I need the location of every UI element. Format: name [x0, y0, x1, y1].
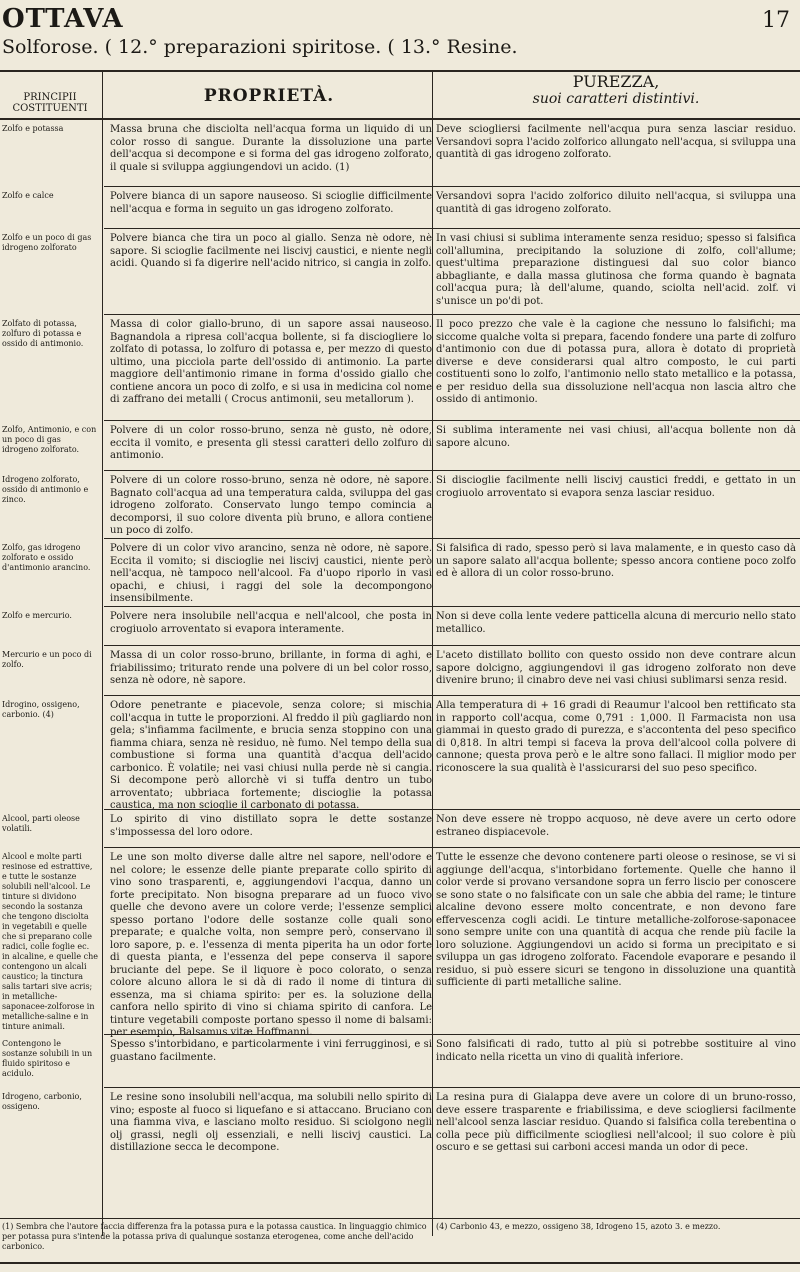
row-rule [104, 809, 432, 810]
row-properties: Polvere di un color vivo arancino, senza nè odore, nè sapore. Eccita il vomito; si discioglie nei liscivj caustici, niente però nell'acqua, nè tampoco nell'alcool. Fa d'uopo riporlo in vasi opachi, e chiusi, i raggi del sole la decompongono insensibilmente. [110, 543, 432, 604]
row-constituents: Idrogino, ossigeno, carbonio. (4) [2, 700, 80, 719]
row-constituents: Zolfato di potassa, zolfuro di potassa e ossido di antimonio. [2, 319, 84, 348]
table-row [0, 233, 800, 309]
row-purity: Il poco prezzo che vale è la cagione che nessuno lo falsifichi; ma siccome qualche volta si prepara, facendo fondere una parte di zolfuro d'antimonio con due di potassa pura, allora è dotato di proprietà diverse e deve considerarsi qual altro composto, le cui parti costituenti sono lo zolfo, l'antimonio nello stato metallico e la potassa, e per residuo della sua dissoluzione nell'acqua non lascia altro che ossido di antimonio. [436, 319, 796, 405]
row-rule [432, 1034, 800, 1035]
row-constituents: Mercurio e un poco di zolfo. [2, 650, 92, 669]
row-properties: Massa di un color rosso-bruno, brillante, in forma di aghi, e friabilissimo; triturato rende una polvere di un bel color rosso, senza nè odore, nè sapore. [110, 650, 432, 686]
footnote-rule [0, 1218, 800, 1219]
table-row [0, 852, 800, 1038]
row-constituents: Zolfo e un poco di gas idrogeno zolforato [2, 233, 92, 252]
row-properties: Polvere di un color rosso-bruno, senza nè gusto, nè odore, eccita il vomito, e presenta gli stessi caratteri dello zolfuro di antimonio. [110, 425, 432, 461]
row-properties: Polvere bianca che tira un poco al giallo. Senza nè odore, nè sapore. Si scioglie facilmente nei liscivj caustici, e niente negli acidi. Quando si fa digerire nell'acido nitrico, si cangia in zolfo. [110, 233, 432, 269]
row-rule [104, 606, 432, 607]
row-properties: Massa di color giallo-bruno, di un sapore assai nauseoso. Bagnandola a ripresa coll'acqua bollente, si fa disciogliere lo zolfato di potassa, lo zolfuro di potassa e, per mezzo di questo ultimo, una picciola parte dell'ossido di antimonio. La parte maggiore dell'antimonio rimane in forma d'ossido giallo che contiene ancora un poco di zolfo, e si usa in medicina col nome di zaffrano dei metalli ( Crocus antimonii, seu metallorum ). [110, 319, 432, 405]
row-constituents: Alcool e molte parti resinose ed estrattive, e tutte le sostanze solubili nell'alcool. Le tinture si dividono secondo la sostanza che tengono disciolta in vegetabili e quelle che si preparano colle radici, colle foglie ec. in alcaline, e quelle che contengono un alcali caustico; la tinctura salis tartari sive acris; in metalliche-saponacee-zolforose in metalliche-saline e in tinture animali. [2, 852, 98, 1031]
row-purity: Si discioglie facilmente nelli liscivj caustici freddi, e gettato in un crogiuolo arroventato si evapora senza lasciar residuo. [436, 475, 796, 499]
row-rule [104, 228, 432, 229]
row-purity: Tutte le essenze che devono contenere parti oleose o resinose, se vi si aggiunge dell'acqua, s'intorbidano fortemente. Quelle che hanno il color verde si provano versandone sopra un ferro liscio per conoscere se sono state o no falsificate con un sale che abbia del rame; le tinture alcaline devono essere molto concentrate, e non devono fare effervescenza cogli acidi. Le tinture metalliche-zolforose-saponacee sono sempre unite con una quantità di acqua che rende più facile la loro soluzione. Aggiungendovi un acido si forma un precipitato e si sviluppa un gas idrogeno zolforato. Facendole evaporare e pesando il residuo, si può essere sicuri se tengono in dissoluzione una quantità sufficiente di parti metalliche saline. [436, 852, 796, 988]
row-constituents: Zolfo e calce [2, 191, 54, 200]
row-properties: Spesso s'intorbidano, e particolarmente i vini ferrugginosi, e si guastano facilmente. [110, 1039, 432, 1063]
row-rule [432, 314, 800, 315]
row-rule [432, 186, 800, 187]
row-properties: Massa bruna che disciolta nell'acqua forma un liquido di un color rosso di sangue. Durante la dissoluzione una parte dell'acqua si decompone e si forma del gas idrogeno zolforato, il quale si sviluppa aggiungendovi un acido. (1) [110, 124, 432, 173]
footnote-4: (4) Carbonio 43, e mezzo, ossigeno 38, Idrogeno 15, azoto 3. e mezzo. [436, 1222, 721, 1231]
table-row [0, 814, 800, 842]
row-properties: Polvere bianca di un sapore nauseoso. Si scioglie difficilmente nell'acqua e forma in seguito un gas idrogeno zolforato. [110, 191, 432, 215]
row-purity: Versandovi sopra l'acido zolforico diluito nell'acqua, si sviluppa una quantità di gas idrogeno zolforato. [436, 191, 796, 215]
row-constituents: Zolfo, Antimonio, e con un poco di gas idrogeno zolforato. [2, 425, 97, 454]
row-constituents: Zolfo, gas idrogeno zolforato e ossido d'antimonio arancino. [2, 543, 91, 572]
table-row [0, 700, 800, 811]
column-header-properties: PROPRIETÀ. [203, 86, 335, 106]
column-header-constituents: PRINCIPII COSTITUENTI [12, 92, 88, 114]
row-purity: Si sublima interamente nei vasi chiusi, all'acqua bollente non dà sapore alcuno. [436, 425, 796, 449]
row-rule [432, 420, 800, 421]
row-purity: L'aceto distillato bollito con questo ossido non deve contrare alcun sapore dolcigno, aggiungendovi il gas idrogeno zolforato non deve divenire bruno; il cinabro deve nei vasi chiusi sublimarsi senza resid. [436, 650, 796, 686]
row-rule [104, 1034, 432, 1035]
row-rule [432, 645, 800, 646]
row-purity: Sono falsificati di rado, tutto al più si potrebbe sostituire al vino indicato nella ricetta un vino di qualità inferiore. [436, 1039, 796, 1063]
section-title: OTTAVA [2, 4, 124, 34]
page-header [0, 4, 800, 64]
row-rule [104, 186, 432, 187]
table-row [0, 319, 800, 415]
row-constituents: Contengono le sostanze solubili in un fluido spiritoso e acidulo. [2, 1039, 93, 1078]
row-constituents: Idrogeno zolforato, ossido di antimonio e zinco. [2, 475, 89, 504]
row-rule [104, 420, 432, 421]
row-properties: Le une son molto diverse dalle altre nel sapore, nell'odore e nel colore; le essenze delle piante preparate collo spirito di vino sono trasparenti, e, aggiungendovi l'acqua, danno un forte precipitato. Non bisogna preparare ad un fuoco vivo quelle che devono avere un colore verde; l'essenze semplici spesso portano l'odore delle sostanze colle quali sono preparate; e qualche volta, non sempre però, conservano il loro sapore, p. e. l'essenza di menta piperita ha un odor forte di questa pianta, e l'essenza del pepe conserva il sapore bruciante del pepe. Se il liquore è poco colorato, o senza colore alcuno allora le si dà di rado il nome di tintura di essenza, ma si chiama spirito: per es. la soluzione della canfora nello spirito di vino si chiama spirito di canfora. Le tinture vegetabili composte portano spesso il nome di balsami: per esempio, Balsamus vitæ Hoffmanni. [110, 852, 432, 1038]
row-purity: Deve sciogliersi facilmente nell'acqua pura senza lasciar residuo. Versandovi sopra l'acido zolforico allungato nell'acqua, si sviluppa una quantità di gas idrogeno zolforato. [436, 124, 796, 160]
row-properties: Polvere di un colore rosso-bruno, senza nè odore, nè sapore. Bagnato coll'acqua ad una temperatura calda, sviluppa del gas idrogeno zolforato. Conservato lungo tempo comincia a decomporsi, il suo colore diventa più bruno, e allora contiene un poco di zolfo. [110, 475, 432, 536]
row-properties: Lo spirito di vino distillato sopra le dette sostanze s'impossessa del loro odore. [110, 814, 432, 838]
row-purity: Non si deve colla lente vedere patticella alcuna di mercurio nello stato metallico. [436, 611, 796, 635]
table-row [0, 650, 800, 690]
row-rule [104, 470, 432, 471]
row-constituents: Zolfo e potassa [2, 124, 64, 133]
row-rule [104, 314, 432, 315]
column-header-purity [432, 72, 800, 116]
table-row [0, 1092, 800, 1210]
table-row [0, 1039, 800, 1083]
row-rule [104, 847, 432, 848]
bottom-rule [0, 1262, 800, 1264]
row-constituents: Zolfo e mercurio. [2, 611, 72, 620]
page-number: 17 [762, 8, 790, 33]
row-rule [104, 645, 432, 646]
row-constituents: Idrogeno, carbonio, ossigeno. [2, 1092, 82, 1111]
row-properties: Polvere nera insolubile nell'acqua e nell'alcool, che posta in crogiuolo arroventato si evapora interamente. [110, 611, 432, 635]
table-row [0, 425, 800, 465]
purity-header-line1: PUREZZA, [572, 72, 660, 91]
row-rule [432, 606, 800, 607]
purity-header-line2: suoi caratteri distintivi. [532, 91, 700, 107]
row-rule [432, 470, 800, 471]
footnote-1: (1) Sembra che l'autore faccia differenza fra la potassa pura e la potassa caustica. In linguaggio chimico per potassa pura s'intende la potassa priva di qualunque sostanza eterogenea, come anche dell'acido carbonico. [2, 1222, 427, 1251]
table-row [0, 191, 800, 221]
row-rule [104, 1087, 432, 1088]
row-constituents: Alcool, parti oleose volatili. [2, 814, 80, 833]
row-properties: Odore penetrante e piacevole, senza colore; si mischia coll'acqua in tutte le proporzioni. Al freddo il più gagliardo non gela; s'infiamma facilmente, e brucia senza stoppino con una fiamma chiara, senza nè residuo, nè fumo. Nel tempo della sua combustione si forma una quantità d'acqua dell'acido carbonico. È volatile; nei vasi chiusi nulla perde nè si cangia. Si decompone però allorchè vi si tuffa dentro un tubo arroventato; ubbriaca fortemente; discioglie la potassa caustica, ma non scioglie il carbonato di potassa. [110, 700, 432, 811]
row-rule [432, 809, 800, 810]
row-purity: Alla temperatura di + 16 gradi di Reaumur l'alcool ben rettificato sta in rapporto coll'acqua, come 0,791 : 1,000. Il Farmacista non usa giammai in questo grado di purezza, e s'accontenta del peso specifico di 0,818. In altri tempi si faceva la prova dell'alcool colla polvere di cannone; questa prova però e le altre sono fallaci. Il miglior modo per riconoscere la sua qualità è l'assicurarsi del suo peso specifico. [436, 700, 796, 774]
column-header-rule [0, 118, 800, 120]
row-purity: Non deve essere nè troppo acquoso, nè deve avere un certo odore estraneo dispiacevole. [436, 814, 796, 838]
row-rule [104, 538, 432, 539]
row-rule [432, 538, 800, 539]
row-rule [104, 695, 432, 696]
row-purity: La resina pura di Gialappa deve avere un colore di un bruno-rosso, deve essere trasparente e friabilissima, e deve sciogliersi facilmente nell'alcool senza lasciar residuo. Quando si falsifica colla terebentina o colla pece più difficilmente sciogliesi nell'alcool; il suo colore è più oscuro e se gettasi sui carboni accesi manda un odor di pece. [436, 1092, 796, 1153]
row-rule [432, 695, 800, 696]
row-rule [432, 847, 800, 848]
table-row [0, 124, 800, 182]
row-properties: Le resine sono insolubili nell'acqua, ma solubili nello spirito di vino; esposte al fuoco si liquefano e si attaccano. Bruciano con una fiamma viva, e lasciano molto residuo. Si sciolgono negli olj grassi, negli olj essenziali, e nelli liscivj caustici. La distillazione secca le decompone. [110, 1092, 432, 1153]
table-row [0, 543, 800, 604]
row-purity: Si falsifica di rado, spesso però si lava malamente, e in questo caso dà un sapore salato all'acqua bollente; spesso ancora contiene poco zolfo ed è allora di un color rosso-bruno. [436, 543, 796, 579]
row-rule [432, 1087, 800, 1088]
table-row [0, 475, 800, 536]
row-rule [432, 228, 800, 229]
section-subtitle: Solforose. ( 12.° preparazioni spiritose. ( 13.° Resine. [2, 36, 518, 58]
row-purity: In vasi chiusi si sublima interamente senza residuo; spesso si falsifica coll'allumina, precipitando la soluzione di zolfo, coll'allume; quest'ultima preparazione distinguesi dal suo color bianco abbagliante, e dalla massa glutinosa che forma quando è bagnata coll'acqua pura; là dell'alume, quando, sciolta nell'acid. zolf. vi s'unisce un po'di pot. [436, 233, 796, 307]
table-row [0, 611, 800, 639]
